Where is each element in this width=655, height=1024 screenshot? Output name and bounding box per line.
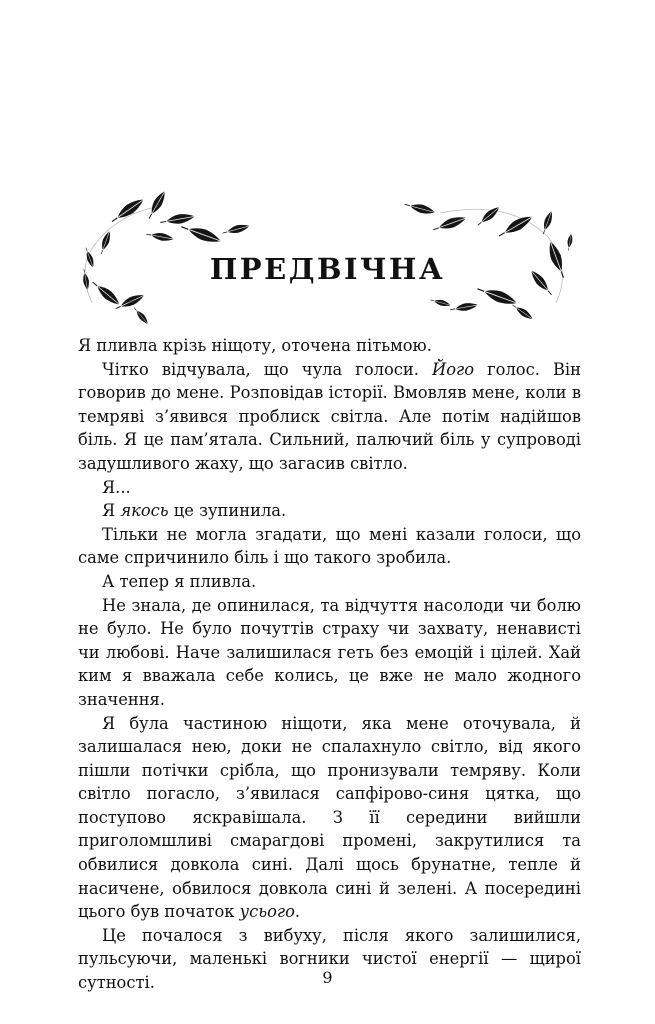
italic-text: якось bbox=[120, 501, 169, 521]
paragraph bbox=[78, 499, 581, 523]
paragraph-text: це зупинила. bbox=[168, 501, 287, 521]
paragraph-text: Я bbox=[102, 501, 121, 521]
paragraph bbox=[78, 523, 581, 570]
paragraph bbox=[78, 334, 581, 358]
paragraph-text: голос. Він говорив до мене. Розповідав історії. Вмовляв мене, коли в темряві з’явився проблиск світла. Але потім надійшов біль. Я це пам’ятала. Сильний, палючий біль у супроводі задушливого жаху, що загасив світло. bbox=[78, 359, 581, 473]
paragraph-text: . bbox=[294, 902, 301, 922]
paragraph-text: Це почалося з вибуху, після якого залишилися, пульсуючи, маленькі вогники чистої енергії — щирої сутності. bbox=[78, 925, 581, 993]
paragraph bbox=[78, 570, 581, 594]
paragraph-text: Чітко відчувала, що чула голоси. bbox=[102, 359, 432, 379]
paragraph-text: Я... bbox=[102, 477, 131, 497]
paragraph bbox=[78, 358, 581, 476]
paragraph bbox=[78, 712, 581, 924]
italic-text: Його bbox=[432, 359, 475, 379]
paragraph bbox=[78, 594, 581, 712]
paragraph-text: Тільки не могла згадати, що мені казали голоси, що саме спричинило біль і що такого зробила. bbox=[78, 524, 581, 568]
italic-text: усього bbox=[239, 902, 295, 922]
paragraph bbox=[78, 476, 581, 500]
paragraph-text: А тепер я пливла. bbox=[102, 571, 257, 591]
chapter-title: ПРЕДВІЧНА bbox=[209, 252, 446, 286]
chapter-body bbox=[78, 334, 581, 995]
paragraph-text: Я пливла крізь ніщоту, оточена пітьмою. bbox=[78, 336, 432, 355]
paragraph-text: Я була частиною ніщоти, яка мене оточувала, й залишалася нею, доки не спалахнуло світло, від якого пішли потічки срібла, що пронизували темряву. Коли світло погасло, з’явилася сапфірово-синя цятка, що поступово яскравішала. З її середини вийшли приголомшливі смарагдові промені, закрутилися та обвилися довкола сині. Далі щось брунатне, тепле й насичене, обвилося довкола сині й зелені. А посередині цього був початок bbox=[78, 713, 581, 922]
paragraph-text: Не знала, де опинилася, та відчуття насолоди чи болю не було. Не було почуттів страху чи захвату, ненависті чи любові. Наче залишилася геть без емоцій і цілей. Хай ким я вважала себе колись, це вже не мало жодного значення. bbox=[78, 595, 581, 709]
page-number: 9 bbox=[322, 968, 333, 987]
